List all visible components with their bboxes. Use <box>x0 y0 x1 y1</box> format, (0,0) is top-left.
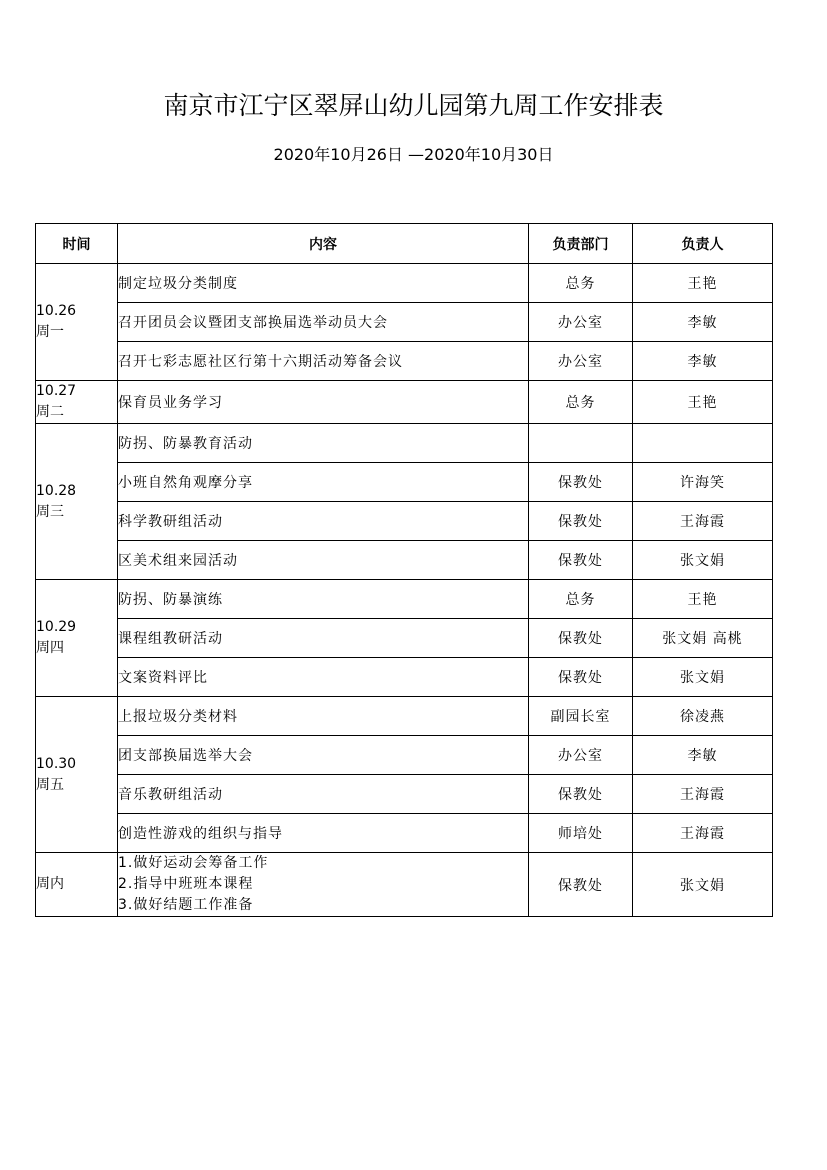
task-cell: 区美术组来园活动 <box>118 541 529 580</box>
dept-cell: 保教处 <box>529 853 633 917</box>
table-row <box>36 658 773 697</box>
schedule-table <box>35 223 773 917</box>
task-cell: 创造性游戏的组织与指导 <box>118 814 529 853</box>
table-row <box>36 697 773 736</box>
day-cell-friday <box>36 697 118 853</box>
table-row <box>36 541 773 580</box>
header-dept: 负责部门 <box>529 224 633 264</box>
day-weekday: 周一 <box>36 324 64 340</box>
task-cell: 小班自然角观摩分享 <box>118 463 529 502</box>
dept-cell: 保教处 <box>529 619 633 658</box>
person-cell: 张文娟 高桃 <box>633 619 773 658</box>
dept-cell: 办公室 <box>529 342 633 381</box>
day-date: 10.27 <box>36 383 77 399</box>
dept-cell: 总务 <box>529 381 633 424</box>
person-cell: 王海霞 <box>633 775 773 814</box>
person-cell: 王艳 <box>633 264 773 303</box>
dept-cell: 保教处 <box>529 502 633 541</box>
task-cell: 科学教研组活动 <box>118 502 529 541</box>
table-row <box>36 853 773 917</box>
document-title: 南京市江宁区翠屏山幼儿园第九周工作安排表 <box>163 91 664 120</box>
day-cell-tuesday <box>36 381 118 424</box>
dept-cell: 保教处 <box>529 541 633 580</box>
person-cell: 许海笑 <box>633 463 773 502</box>
dept-cell: 师培处 <box>529 814 633 853</box>
dept-cell: 保教处 <box>529 658 633 697</box>
table-row <box>36 736 773 775</box>
task-cell: 团支部换届选举大会 <box>118 736 529 775</box>
day-weekday: 周三 <box>36 503 64 520</box>
dept-cell: 办公室 <box>529 736 633 775</box>
day-date: 10.26 <box>36 303 77 319</box>
table-row <box>36 424 773 463</box>
task-cell: 制定垃圾分类制度 <box>118 264 529 303</box>
dept-cell: 保教处 <box>529 775 633 814</box>
dept-cell: 总务 <box>529 580 633 619</box>
person-cell: 李敏 <box>633 736 773 775</box>
weekly-task-cell <box>118 853 529 917</box>
task-cell: 保育员业务学习 <box>118 381 529 424</box>
day-cell-weekly <box>36 853 118 917</box>
dept-cell: 办公室 <box>529 303 633 342</box>
person-cell: 张文娟 <box>633 541 773 580</box>
task-cell: 文案资料评比 <box>118 658 529 697</box>
person-cell: 张文娟 <box>633 853 773 917</box>
weekly-task: 3.做好结题工作准备 <box>118 897 254 913</box>
table-row <box>36 580 773 619</box>
table-row <box>36 303 773 342</box>
header-person: 负责人 <box>633 224 773 264</box>
person-cell: 王艳 <box>633 381 773 424</box>
task-cell: 课程组教研活动 <box>118 619 529 658</box>
table-row <box>36 342 773 381</box>
person-cell: 李敏 <box>633 303 773 342</box>
day-date: 10.29 <box>36 619 77 635</box>
table-row <box>36 619 773 658</box>
person-cell: 李敏 <box>633 342 773 381</box>
table-row <box>36 381 773 424</box>
person-cell <box>633 424 773 463</box>
person-cell: 王海霞 <box>633 814 773 853</box>
day-weekday: 周五 <box>36 776 64 793</box>
header-content: 内容 <box>118 224 529 264</box>
table-row <box>36 264 773 303</box>
table-row <box>36 775 773 814</box>
dept-cell: 保教处 <box>529 463 633 502</box>
person-cell: 徐凌燕 <box>633 697 773 736</box>
weekly-task: 2.指导中班班本课程 <box>118 876 254 892</box>
person-cell: 王艳 <box>633 580 773 619</box>
day-cell-thursday <box>36 580 118 697</box>
person-cell: 张文娟 <box>633 658 773 697</box>
weekly-task: 1.做好运动会筹备工作 <box>118 855 269 871</box>
day-date: 10.28 <box>36 482 77 499</box>
day-weekday: 周四 <box>36 640 64 656</box>
header-row <box>36 224 773 264</box>
day-weekday: 周二 <box>36 404 64 420</box>
dept-cell: 总务 <box>529 264 633 303</box>
dept-cell: 副园长室 <box>529 697 633 736</box>
date-range: 2020年10月26日 —2020年10月30日 <box>273 145 554 164</box>
header-time: 时间 <box>36 224 118 264</box>
person-cell: 王海霞 <box>633 502 773 541</box>
task-cell: 上报垃圾分类材料 <box>118 697 529 736</box>
table-row <box>36 463 773 502</box>
task-cell: 音乐教研组活动 <box>118 775 529 814</box>
task-cell: 召开团员会议暨团支部换届选举动员大会 <box>118 303 529 342</box>
table-row <box>36 814 773 853</box>
task-cell: 召开七彩志愿社区行第十六期活动筹备会议 <box>118 342 529 381</box>
task-cell: 防拐、防暴演练 <box>118 580 529 619</box>
table-row <box>36 502 773 541</box>
dept-cell <box>529 424 633 463</box>
day-cell-wednesday <box>36 424 118 580</box>
day-date: 10.30 <box>36 755 77 772</box>
task-cell: 防拐、防暴教育活动 <box>118 424 529 463</box>
weekly-label: 周内 <box>36 876 64 892</box>
day-cell-monday <box>36 264 118 381</box>
